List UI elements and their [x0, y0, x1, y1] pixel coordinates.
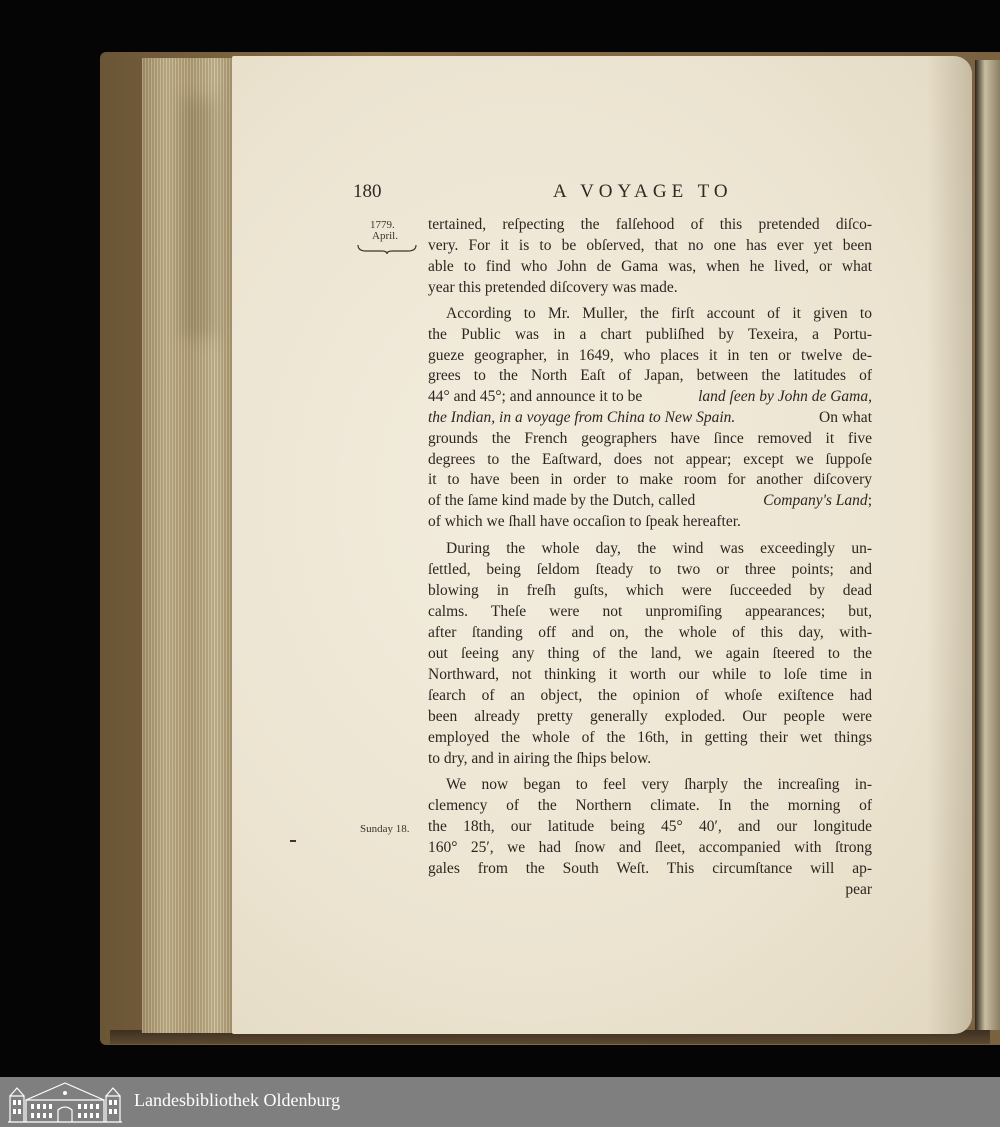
text-line: 160° 25′, we had ſnow and ſleet, accompanied with ſtrong	[428, 839, 872, 856]
text-line: grounds the French geographers have ſince removed it five	[428, 430, 872, 447]
text-line: the Public was in a chart publiſhed by Texeira, a Portu-	[428, 326, 872, 343]
margin-year: 1779.	[370, 219, 395, 231]
text-line: the 18th, our latitude being 45° 40′, and our longitude	[428, 818, 872, 835]
text-line: grees to the North Eaſt of Japan, between the latitudes of	[428, 367, 872, 384]
library-name: Landesbibliothek Oldenburg	[134, 1090, 341, 1110]
text-line: of which we ſhall have occaſion to ſpeak hereafter.	[428, 513, 741, 530]
text-line: to dry, and in airing the ſhips below.	[428, 750, 652, 767]
text-fragment: ;	[867, 492, 872, 509]
text-line: According to Mr. Muller, the firſt account of it given to	[446, 305, 872, 322]
text-italic-fragment: Company's Land	[763, 492, 868, 509]
text-line: We now began to feel very ſharply the increaſing in-	[446, 776, 872, 793]
text-line: employed the whole of the 16th, in getting their wet things	[428, 729, 872, 746]
library-building-icon	[6, 1080, 124, 1124]
text-line: gales from the South Weſt. This circumſtance will ap-	[428, 860, 872, 877]
text-line: it to have been in order to make room for another diſcovery	[428, 471, 872, 488]
text-line: out ſeeing any thing of the land, we again ſteered to the	[428, 645, 872, 662]
text-line: very. For it is to be obſerved, that no one has ever yet been	[428, 237, 872, 254]
text-italic-fragment: the Indian, in a voyage from China to New Spain.	[428, 409, 736, 426]
text-line: calms. Theſe were not unpromiſing appearances; but,	[428, 603, 872, 620]
text-line: tertained, reſpecting the falſehood of this pretended diſco-	[428, 216, 872, 233]
page-fore-edge	[142, 58, 240, 1033]
text-fragment-end	[763, 491, 872, 511]
text-line: after ſtanding off and on, the whole of this day, with-	[428, 624, 872, 641]
text-italic-fragment: land ſeen by John de Gama,	[698, 388, 872, 405]
margin-brace-icon	[356, 241, 418, 255]
text-line: degrees to the Eaſtward, does not appear; except we ſuppoſe	[428, 451, 872, 468]
text-line-mixed	[428, 387, 872, 407]
text-fragment: of the ſame kind made by the Dutch, called	[428, 492, 696, 509]
page-number: 180	[353, 181, 382, 202]
text-fragment: On what	[819, 409, 872, 426]
text-line: Northward, not thinking it worth our while to loſe time in	[428, 666, 872, 683]
text-line-mixed	[428, 408, 872, 428]
next-page-edge	[975, 60, 1000, 1030]
text-line-mixed	[428, 491, 872, 511]
ink-speck	[290, 840, 296, 842]
text-line: able to find who John de Gama was, when he lived, or what	[428, 258, 872, 275]
text-fragment: 44° and 45°; and announce it to be	[428, 388, 643, 405]
margin-date-note: Sunday 18.	[360, 823, 410, 835]
text-line: gueze geographer, in 1649, who places it in ten or twelve de-	[428, 347, 872, 364]
footer-bar	[0, 1077, 1000, 1127]
running-head: A VOYAGE TO	[553, 181, 733, 202]
text-line: During the whole day, the wind was exceedingly un-	[446, 540, 872, 557]
text-line: year this pretended diſcovery was made.	[428, 279, 678, 296]
text-line: ſettled, being ſeldom ſteady to two or three points; and	[428, 561, 872, 578]
text-line: clemency of the Northern climate. In the morning of	[428, 797, 872, 814]
text-line: ſearch of an object, the opinion of whoſe exiſtence had	[428, 687, 872, 704]
text-line: been already pretty generally exploded. Our people were	[428, 708, 872, 725]
text-line: blowing in freſh guſts, which were ſucceeded by dead	[428, 582, 872, 599]
margin-month: April.	[372, 230, 398, 242]
catchword: pear	[845, 881, 872, 898]
